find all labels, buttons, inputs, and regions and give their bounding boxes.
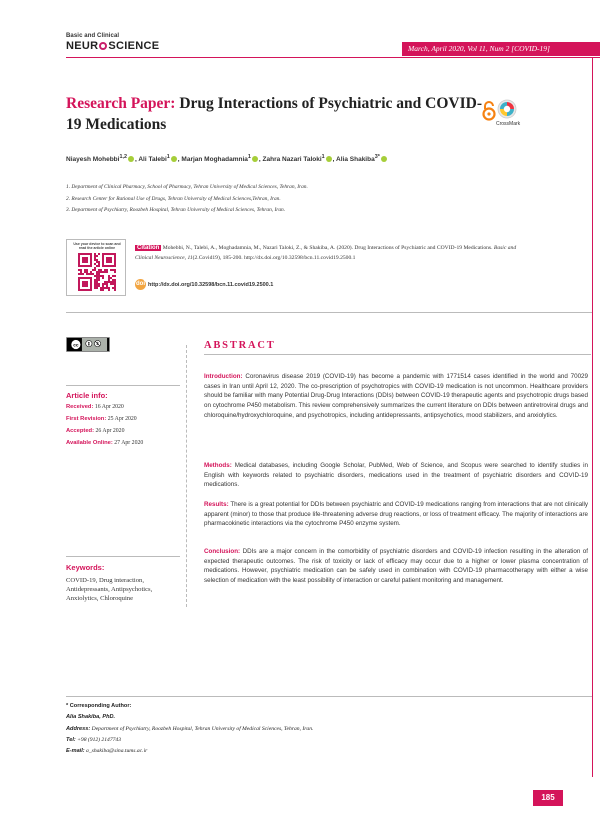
issue-line: March, April 2020, Vol 11, Num 2 [COVID-19] xyxy=(408,44,550,53)
corresponding-rule xyxy=(66,696,592,697)
corresponding-tel: Tel: +98 (912) 2147743 xyxy=(66,737,122,743)
logo-o-icon xyxy=(99,42,107,50)
page-number: 185 xyxy=(541,793,555,802)
abstract-results: Results: There is a great potential for DDIs between psychiatric and COVID-19 medications ranging from interactions that are not clinically apparent (minor) to those that produce life-threatening adverse drug reactions, or loss of treatment efficacy. The majority of interactions are pharmacokinetic interactions via the cytochrome P450 enzyme system. xyxy=(204,501,588,528)
header-rule xyxy=(66,57,600,58)
doi-icon: doi xyxy=(135,279,146,290)
cc-by-nc-icon[interactable] xyxy=(66,337,110,352)
doi-link[interactable]: http://dx.doi.org/10.32598/bcn.11.covid19.2500.1 xyxy=(148,281,274,288)
abstract-introduction: Introduction: Coronavirus disease 2019 (COVID-19) has become a pandemic with 1771514 cases identified in the world and 70029 cases in Iran until April 12, 2020. The co-prescription of psychotropics with COVID-19 medication is not uncommon. Healthcare providers should be familiar with many Potential Drug-Drug Interactions (DDIs) between COVID-19 therapeutic agents and psychotropic drugs based on cytochrome P450 metabolism. This review comprehensively summarizes the current literature on DDIs between antiretroviral drugs and chloroquine/hydroxychloroquine, and psychotropics, including antidepressants, antipsychotics, mood stabilizers, and anxiolytics. xyxy=(204,373,588,419)
column-divider xyxy=(186,345,187,607)
corresponding-email[interactable]: E-mail: a_shakiba@sina.tums.ac.ir xyxy=(66,748,148,754)
keywords-text: COVID-19, Drug interaction, Antidepressants, Antipsychotics, Anxiolytics, Chloroquine xyxy=(66,577,153,602)
article-info-rule xyxy=(66,385,180,386)
journal-logo: NEUR SCIENCE xyxy=(66,40,160,52)
qr-code-icon[interactable] xyxy=(78,253,116,291)
paper-title: Drug Interactions of Psychiatric and COVID-19 Medications xyxy=(66,95,483,133)
open-access-icon xyxy=(482,101,496,121)
orcid-icon xyxy=(171,156,177,162)
affiliation: 2. Research Center for Rational Use of Drugs, Tehran University of Medical Sciences,Tehran, Iran. xyxy=(66,196,281,202)
corresponding-address: Address: Department of Psychiatry, Roozbeh Hospital, Tehran University of Medical Sciences, Tehran, Iran. xyxy=(66,726,314,732)
author-name: Marjan Moghadamnia xyxy=(181,156,248,164)
orcid-icon xyxy=(381,156,387,162)
corresponding-name: Alia Shakiba, PhD. xyxy=(66,714,116,720)
author-name: Niayesh Mohebbi xyxy=(66,156,120,164)
right-margin-rule xyxy=(592,57,593,777)
available-online-date: Available Online: 27 Apr 2020 xyxy=(66,440,144,446)
abstract-methods: Methods: Medical databases, including Google Scholar, PubMed, Web of Science, and Scopus were searched to identify studies in English with keywords related to psychiatric disorders, medications used in the treatment of psychiatric disorders and COVID-19 medications. xyxy=(204,462,588,489)
abstract-rule xyxy=(204,354,591,355)
article-info-heading: Article info: xyxy=(66,391,108,400)
abstract-conclusion: Conclusion: DDIs are a major concern in the comorbidity of psychiatric disorders and COVID-19 infection resulting in the alteration of expected therapeutic outcomes. The risk of toxicity or lack of efficacy may occur due to a higher or lower plasma concentration of medications. However, psychiatric medication can be safely used in combination with COVID-19 pharmacotherapy with either a wise selection of medication with the least possibility of interaction or careful patient monitoring and management. xyxy=(204,548,588,585)
crossmark-label: CrossMark xyxy=(496,121,521,127)
citation: Citation Mohebbi, N., Talebi, A., Moghadamnia, M., Nazari Taloki, Z., & Shakiba, A. (2020). Drug Interactions of Psychiatric and COVID-19 Medications. Basic and Clinical Neuroscience, 11(2.Covid19), 185-200. http://dx.doi.org/10.32598/bcn.11.covid19.2500.1 xyxy=(135,245,517,261)
author-list: Niayesh Mohebbi$^{1,2}$ , Ali Talebi$^1$ , Marjan Moghadamnia$^1$ , Zahra Nazari Taloki$^1$ , Alia Shakiba$^{3*}$ xyxy=(66,154,388,163)
paper-title-block xyxy=(66,93,486,135)
affiliation: 1. Department of Clinical Pharmacy, School of Pharmacy, Tehran University of Medical Sciences, Tehran, Iran. xyxy=(66,184,308,190)
corresponding-heading: * Corresponding Author: xyxy=(66,703,132,709)
journal-logo-subtitle: Basic and Clinical xyxy=(66,33,120,39)
accepted-date: Accepted: 26 Apr 2020 xyxy=(66,428,125,434)
keywords-rule xyxy=(66,556,180,557)
paper-type: Research Paper: xyxy=(66,95,176,112)
orcid-icon xyxy=(128,156,134,162)
keywords-heading: Keywords: xyxy=(66,563,105,572)
doi-line xyxy=(135,279,273,290)
orcid-icon xyxy=(252,156,258,162)
crossmark-icon[interactable] xyxy=(497,99,517,123)
first-revision-date: First Revision: 25 Apr 2020 xyxy=(66,416,137,422)
author-name: Alia Shakiba xyxy=(336,156,375,164)
author-name: Ali Talebi xyxy=(138,156,167,164)
orcid-icon xyxy=(326,156,332,162)
citation-rule xyxy=(66,312,592,313)
received-date: Received: 16 Apr 2020 xyxy=(66,404,124,410)
qr-caption: Use your device to scan and read the article online xyxy=(73,242,121,250)
affiliation: 3. Department of Psychiatry, Roozbeh Hospital, Tehran University of Medical Sciences, Tehran, Iran. xyxy=(66,207,286,213)
svg-text:cc: cc xyxy=(73,343,79,349)
author-name: Zahra Nazari Taloki xyxy=(262,156,322,164)
abstract-heading: ABSTRACT xyxy=(204,340,276,351)
citation-tag: Citation xyxy=(137,245,160,251)
